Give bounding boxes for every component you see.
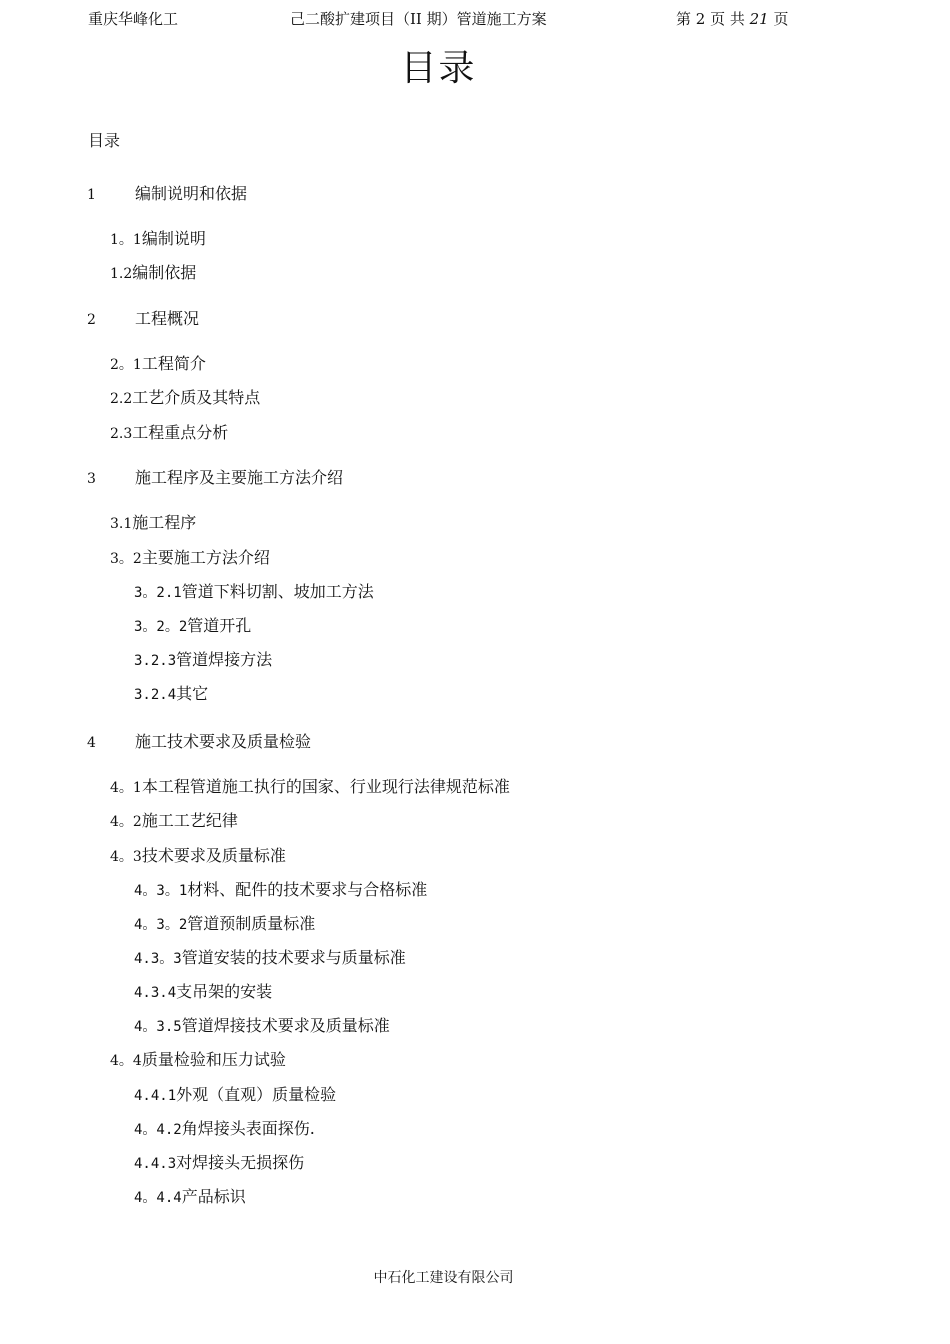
toc-entry-text: 角焊接头表面探伤.	[181, 1119, 315, 1138]
toc-entry[interactable]	[87, 309, 199, 330]
toc-entry[interactable]	[110, 777, 510, 798]
toc-entry-number: 2.3	[110, 426, 133, 442]
toc-entry[interactable]	[110, 846, 286, 867]
header-company: 重庆华峰化工	[88, 10, 179, 28]
toc-entry-number: 3。2。2	[134, 619, 188, 635]
toc-entry-number: 4	[87, 735, 96, 751]
toc-entry-text: 管道开孔	[187, 616, 252, 635]
toc-entry-number: 1.2	[110, 266, 133, 282]
toc-entry[interactable]	[110, 388, 260, 409]
toc-entry-text: 其它	[176, 684, 209, 703]
toc-entry-number: 4。3.5	[134, 1019, 182, 1035]
toc-entry[interactable]	[110, 548, 270, 569]
page-title: 目录	[400, 48, 477, 89]
toc-entry[interactable]	[134, 880, 427, 901]
toc-entry-text: 施工程序	[132, 513, 197, 532]
toc-entry[interactable]	[134, 616, 251, 637]
toc-entry-text: 管道下料切割、坡加工方法	[181, 582, 374, 601]
toc-entry[interactable]	[110, 354, 206, 375]
toc-entry[interactable]	[134, 914, 315, 935]
toc-entry[interactable]	[110, 1050, 286, 1071]
toc-entry-text: 产品标识	[181, 1187, 246, 1206]
toc-entry-text: 编制依据	[132, 263, 197, 282]
toc-entry-text: 技术要求及质量标准	[141, 846, 286, 865]
toc-entry-text: 施工程序及主要施工方法介绍	[135, 468, 344, 487]
toc-entry[interactable]	[87, 468, 343, 489]
page-total: 21	[749, 10, 769, 28]
toc-heading: 目录	[88, 131, 121, 150]
toc-entry-text: 支吊架的安装	[176, 982, 273, 1001]
toc-entry-text: 工艺介质及其特点	[132, 388, 261, 407]
toc-entry[interactable]	[110, 423, 228, 444]
toc-entry[interactable]	[134, 1119, 315, 1140]
toc-entry-number: 4。4.4	[134, 1190, 182, 1206]
toc-entry-number: 4.3。3	[134, 951, 182, 967]
toc-entry-number: 3。2	[110, 551, 142, 567]
page-suffix: 页	[768, 10, 789, 28]
toc-entry-text: 施工技术要求及质量检验	[135, 732, 312, 751]
toc-entry-text: 对焊接头无损探伤	[176, 1153, 305, 1172]
toc-entry[interactable]	[134, 982, 272, 1003]
toc-entry-text: 工程概况	[135, 309, 200, 328]
toc-entry[interactable]	[134, 582, 374, 603]
toc-entry-number: 4.4.3	[134, 1156, 177, 1172]
toc-entry-text: 外观（直观）质量检验	[176, 1085, 337, 1104]
toc-entry-number: 4。3。1	[134, 883, 188, 899]
toc-entry-text: 编制说明	[141, 229, 206, 248]
toc-entry-number: 4.4.1	[134, 1088, 177, 1104]
toc-entry-number: 4。3。2	[134, 917, 188, 933]
toc-entry-text: 施工工艺纪律	[141, 811, 238, 830]
toc-entry-number: 4.3.4	[134, 985, 177, 1001]
toc-entry-number: 3.2.3	[134, 653, 177, 669]
toc-entry-number: 2。1	[110, 357, 142, 373]
toc-entry-number: 2.2	[110, 391, 133, 407]
toc-entry-text: 工程重点分析	[132, 423, 229, 442]
toc-entry-number: 4。4	[110, 1053, 142, 1069]
toc-entry[interactable]	[134, 1085, 336, 1106]
toc-entry-text: 材料、配件的技术要求与合格标准	[187, 880, 428, 899]
toc-entry-number: 4。3	[110, 849, 142, 865]
toc-entry-text: 管道焊接方法	[176, 650, 273, 669]
toc-entry[interactable]	[134, 1187, 246, 1208]
toc-entry-number: 4。1	[110, 780, 142, 796]
toc-entry-number: 4。4.2	[134, 1122, 182, 1138]
toc-entry-text: 主要施工方法介绍	[141, 548, 270, 567]
toc-entry[interactable]	[110, 229, 206, 250]
toc-entry-number: 3.2.4	[134, 687, 177, 703]
toc-entry-number: 1。1	[110, 232, 142, 248]
footer-company: 中石化工建设有限公司	[373, 1270, 514, 1286]
toc-entry-text: 本工程管道施工执行的国家、行业现行法律规范标准	[141, 777, 510, 796]
toc-entry-text: 工程简介	[141, 354, 206, 373]
toc-entry-number: 2	[87, 312, 96, 328]
toc-entry[interactable]	[87, 732, 311, 753]
header-project-title: 己二酸扩建项目（II 期）管道施工方案	[290, 10, 547, 28]
toc-entry[interactable]	[87, 184, 247, 205]
toc-entry-text: 管道安装的技术要求与质量标准	[181, 948, 406, 967]
toc-entry[interactable]	[134, 1016, 390, 1037]
toc-entry-text: 管道预制质量标准	[187, 914, 316, 933]
toc-entry[interactable]	[134, 650, 272, 671]
toc-entry[interactable]	[110, 263, 196, 284]
toc-entry-number: 1	[87, 187, 96, 203]
toc-entry[interactable]	[134, 1153, 304, 1174]
toc-entry[interactable]	[134, 684, 208, 705]
toc-entry-number: 3。2.1	[134, 585, 182, 601]
toc-entry-text: 质量检验和压力试验	[141, 1050, 286, 1069]
page-prefix: 第 2 页 共	[676, 10, 750, 28]
toc-entry-text: 编制说明和依据	[135, 184, 248, 203]
toc-entry[interactable]	[110, 811, 238, 832]
toc-entry-number: 3.1	[110, 516, 133, 532]
toc-entry-number: 4。2	[110, 814, 142, 830]
toc-entry-number: 3	[87, 471, 96, 487]
toc-entry[interactable]	[110, 513, 196, 534]
toc-entry-text: 管道焊接技术要求及质量标准	[181, 1016, 390, 1035]
toc-entry[interactable]	[134, 948, 406, 969]
